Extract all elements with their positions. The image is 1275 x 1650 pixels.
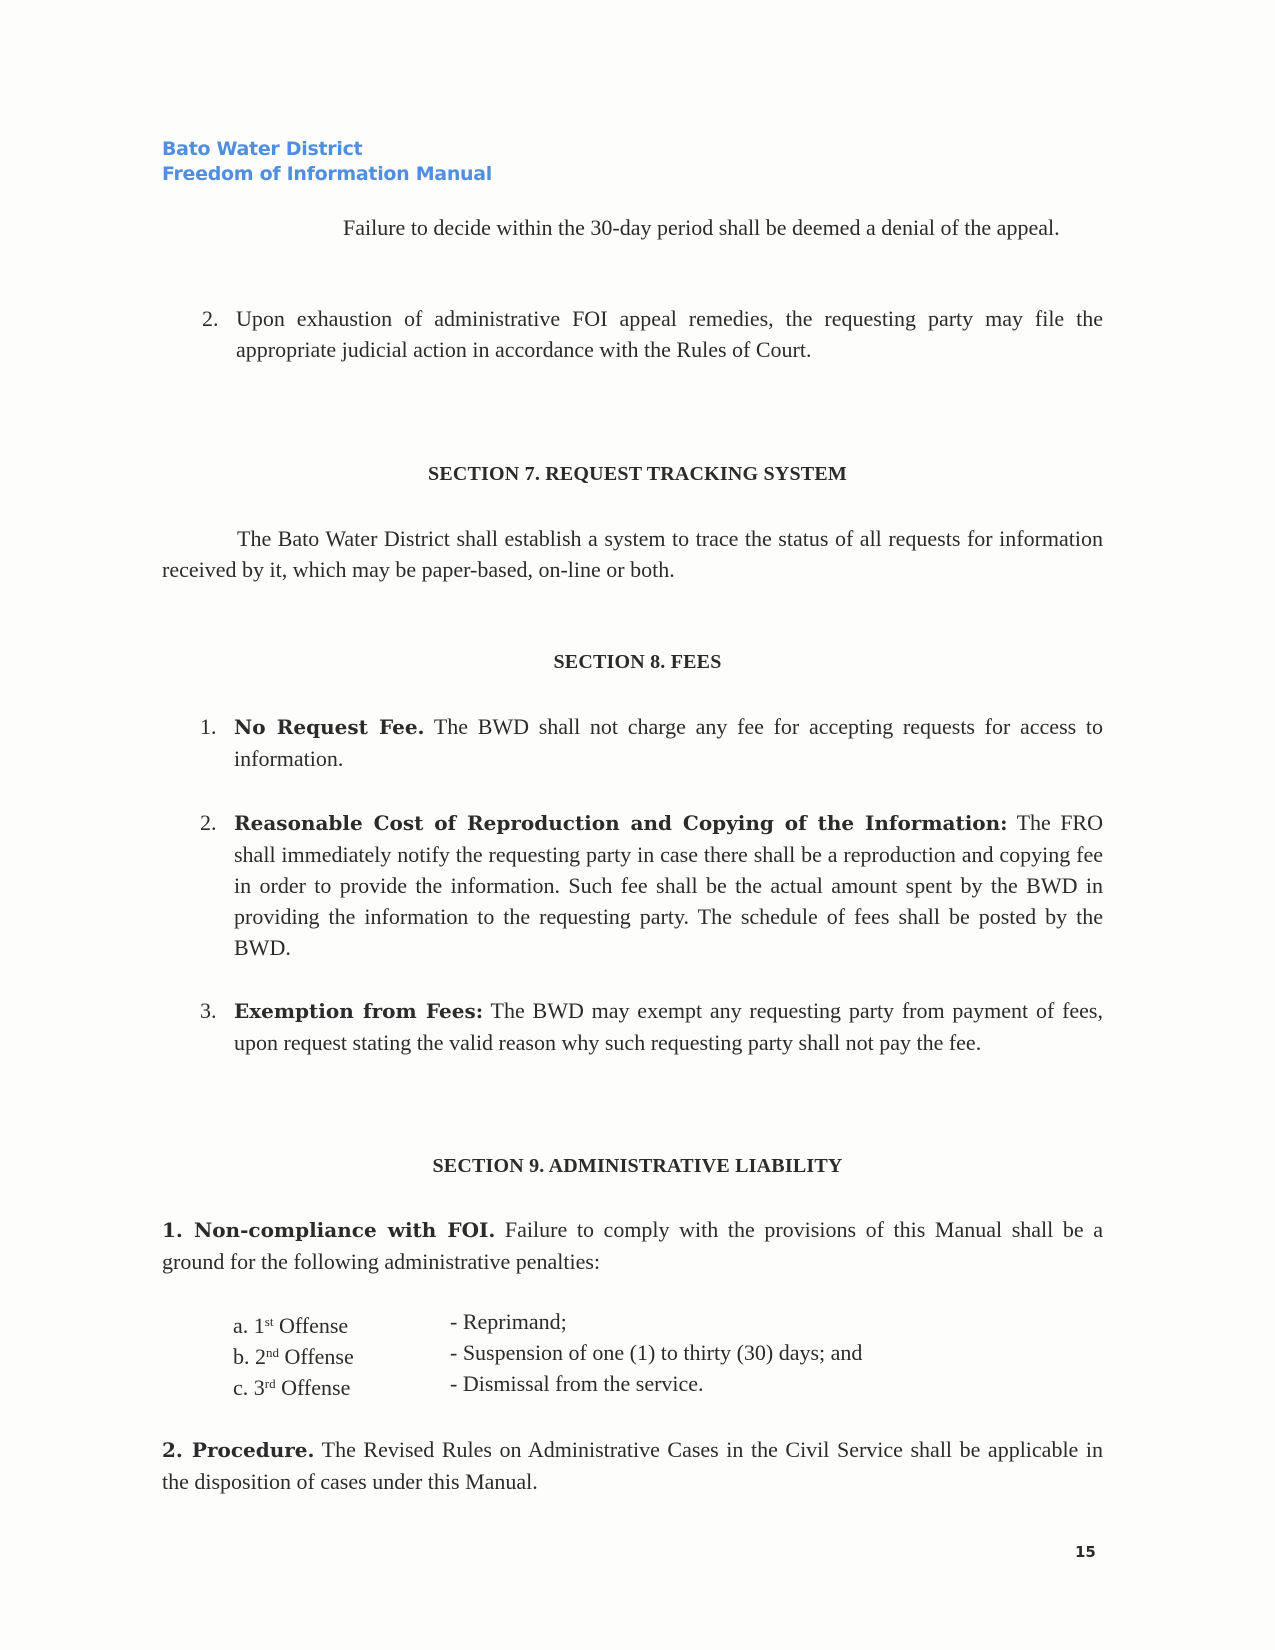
- fees-item-3: [234, 995, 1103, 1058]
- fees-item-2-title: Reasonable Cost of Reproduction and Copying of the Information:: [234, 811, 1008, 835]
- fees-item-3-number: 3.: [200, 998, 217, 1023]
- fees-item-1-number: 1.: [200, 714, 217, 739]
- appeal-failure-paragraph: Failure to decide within the 30-day period shall be deemed a denial of the appeal.: [343, 215, 1060, 240]
- offense-label: a. 1st Offense: [233, 1313, 349, 1338]
- appeal-item-2-number: 2.: [202, 306, 219, 331]
- liability-item-2-title: 2. Procedure.: [162, 1438, 315, 1462]
- fees-item-2: [234, 807, 1103, 963]
- section-8-heading: SECTION 8. FEES: [553, 651, 722, 673]
- fees-item-2-number: 2.: [200, 810, 217, 835]
- liability-item-1-title: 1. Non-compliance with FOI.: [162, 1218, 496, 1242]
- section-7-heading: SECTION 7. REQUEST TRACKING SYSTEM: [428, 463, 847, 485]
- section-9-heading: SECTION 9. ADMINISTRATIVE LIABILITY: [432, 1155, 843, 1177]
- fees-item-3-text: The BWD may exempt any requesting party from payment of fees, upon request stating the valid reason why such requesting party shall not pay the fee.: [234, 998, 1103, 1055]
- fees-item-1: [234, 711, 1103, 774]
- fees-item-1-title: No Request Fee.: [234, 715, 425, 739]
- document-header: [162, 137, 492, 187]
- fees-item-3-title: Exemption from Fees:: [234, 999, 484, 1023]
- offense-penalty: - Dismissal from the service.: [450, 1371, 704, 1396]
- liability-item-2-text: The Revised Rules on Administrative Cases in the Civil Service shall be applicable in the disposition of cases under this Manual.: [162, 1437, 1103, 1494]
- offense-label: c. 3rd Offense: [233, 1375, 351, 1400]
- offense-penalty: - Reprimand;: [450, 1309, 567, 1334]
- liability-item-2: [162, 1434, 1103, 1497]
- header-organization: Bato Water District: [162, 138, 363, 160]
- offense-penalty: - Suspension of one (1) to thirty (30) days; and: [450, 1340, 863, 1365]
- header-manual-title: Freedom of Information Manual: [162, 163, 493, 185]
- section-7-body: The Bato Water District shall establish a system to trace the status of all requests for information received by it, which may be paper-based, on-line or both.: [162, 526, 1103, 582]
- liability-item-1-text: Failure to comply with the provisions of this Manual shall be a ground for the following administrative penalties:: [162, 1217, 1103, 1274]
- offense-label: b. 2nd Offense: [233, 1344, 354, 1369]
- appeal-item-2-text: Upon exhaustion of administrative FOI appeal remedies, the requesting party may file the appropriate judicial action in accordance with the Rules of Court.: [236, 306, 1103, 362]
- fees-item-2-text: The FRO shall immediately notify the requesting party in case there shall be a reproduction and copying fee in order to provide the information. Such fee shall be the actual amount spent by the BWD in providing the information to the requesting party. The schedule of fees shall be posted by the BWD.: [234, 810, 1103, 960]
- liability-item-1: [162, 1214, 1103, 1277]
- page-number: 15: [1075, 1543, 1096, 1561]
- fees-item-1-text: The BWD shall not charge any fee for accepting requests for access to information.: [234, 714, 1103, 771]
